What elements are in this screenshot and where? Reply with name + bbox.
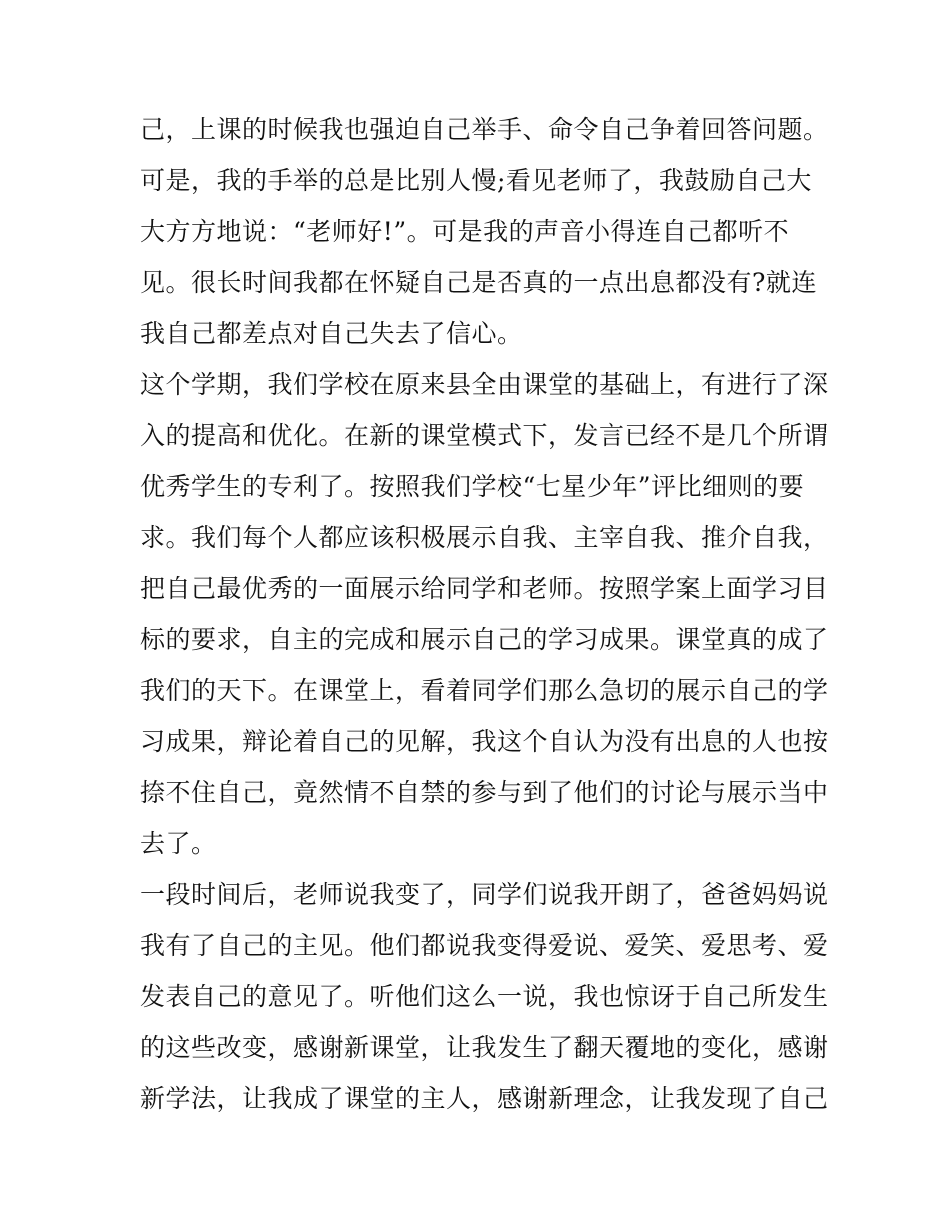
text-line: 把自己最优秀的一面展示给同学和老师。按照学案上面学习目	[140, 574, 829, 603]
text-line: 我有了自己的主见。他们都说我变得爱说、爱笑、爱思考、爱	[140, 931, 829, 960]
text-line: 求。我们每个人都应该积极展示自我、主宰自我、推介自我，	[140, 523, 829, 552]
text-line: 发表自己的意见了。听他们这么一说，我也惊讶于自己所发生	[140, 982, 829, 1011]
text-line: 标的要求，自主的完成和展示自己的学习成果。课堂真的成了	[140, 625, 829, 654]
text-line: 新学法，让我成了课堂的主人，感谢新理念，让我发现了自己	[140, 1084, 829, 1113]
text-line: 见。很长时间我都在怀疑自己是否真的一点出息都没有?就连	[140, 268, 817, 297]
text-line: 己，上课的时候我也强迫自己举手、命令自己争着回答问题。	[140, 115, 829, 144]
text-line: 一段时间后，老师说我变了，同学们说我开朗了，爸爸妈妈说	[140, 880, 829, 909]
body-text	[140, 104, 829, 1124]
text-line: 大方方地说：“老师好!”。可是我的声音小得连自己都听不	[140, 217, 790, 246]
text-line: 去了。	[140, 829, 217, 858]
text-line: 我们的天下。在课堂上，看着同学们那么急切的展示自己的学	[140, 676, 829, 705]
text-line: 入的提高和优化。在新的课堂模式下，发言已经不是几个所谓	[140, 421, 829, 450]
text-line: 优秀学生的专利了。按照我们学校“七星少年”评比细则的要	[140, 472, 805, 501]
text-line: 的这些改变，感谢新课堂，让我发生了翻天覆地的变化，感谢	[140, 1033, 829, 1062]
text-line: 这个学期，我们学校在原来县全由课堂的基础上，有进行了深	[140, 370, 829, 399]
text-line: 捺不住自己，竟然情不自禁的参与到了他们的讨论与展示当中	[140, 778, 829, 807]
text-line: 可是，我的手举的总是比别人慢;看见老师了，我鼓励自己大	[140, 166, 812, 195]
text-line: 我自己都差点对自己失去了信心。	[140, 319, 523, 348]
text-line: 习成果，辩论着自己的见解，我这个自认为没有出息的人也按	[140, 727, 829, 756]
